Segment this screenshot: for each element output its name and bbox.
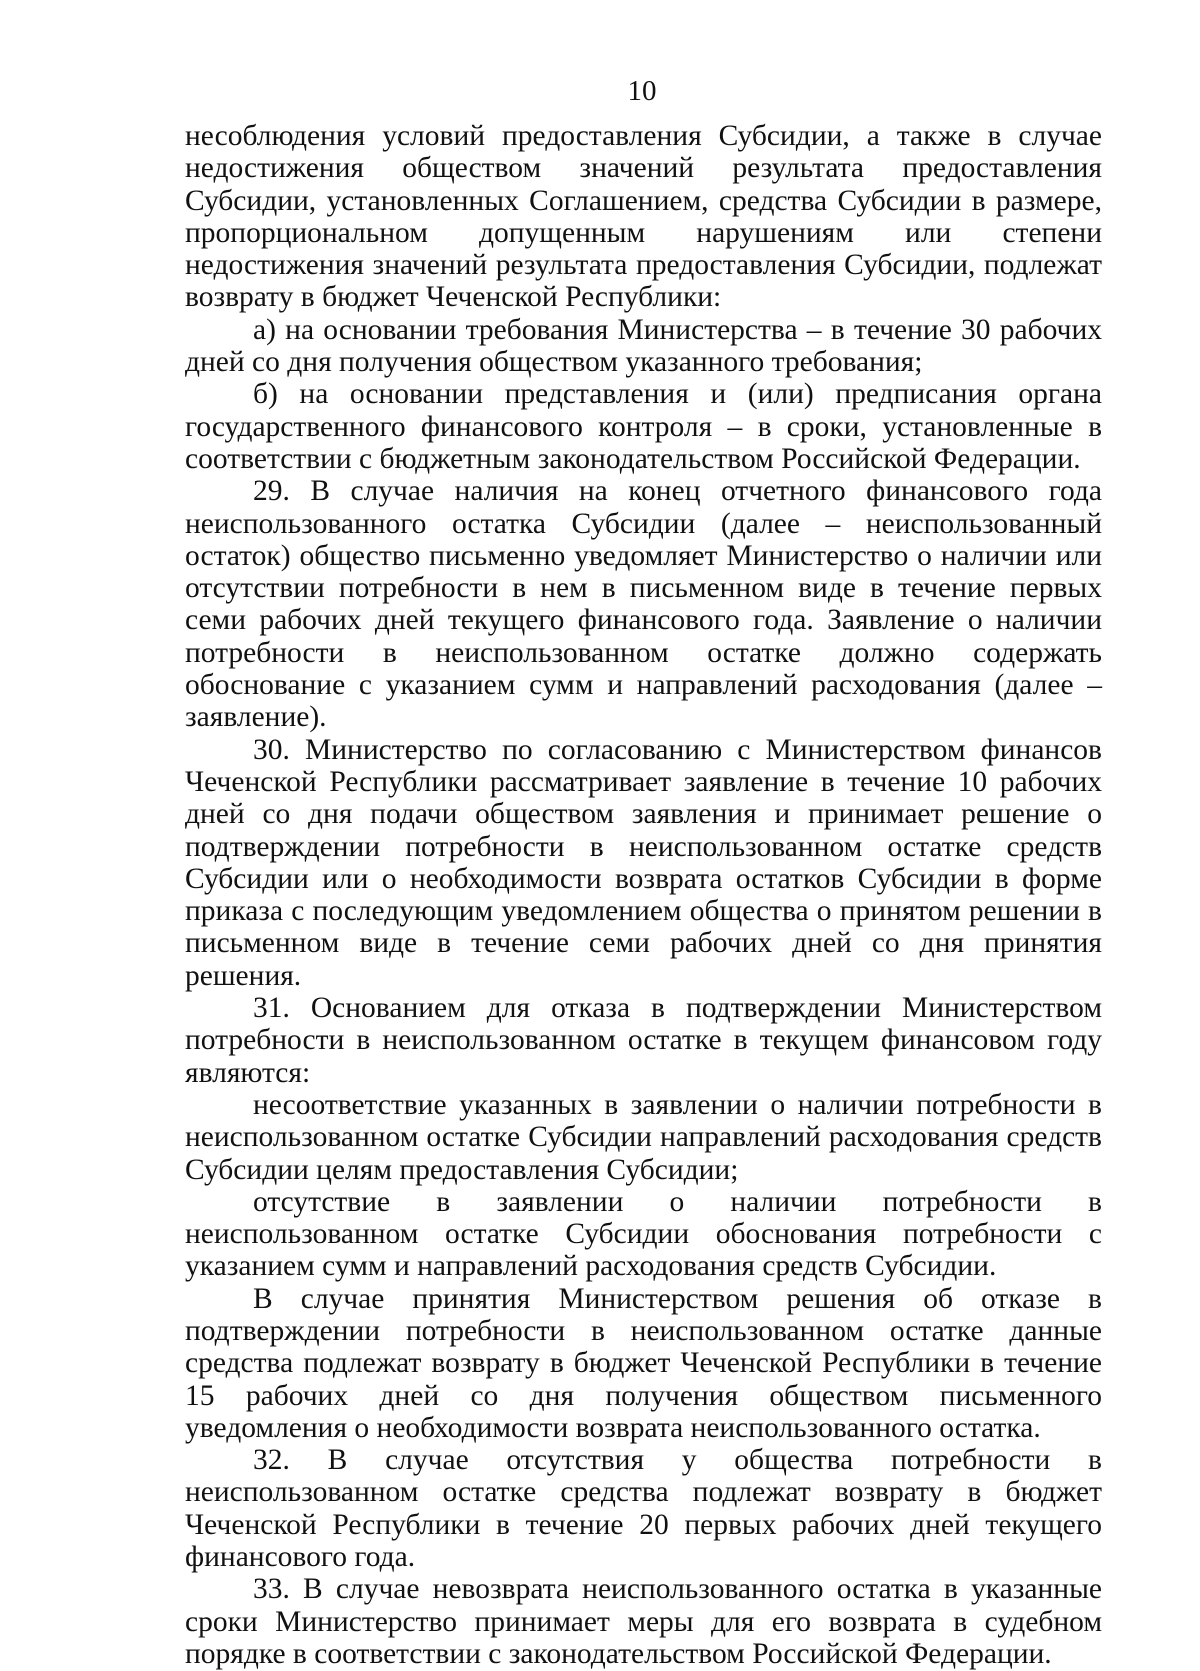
paragraph-clause-33: 33. В случае невозврата неиспользованного остатка в указанные сроки Министерство принимает меры для его возврата в судебном порядке в соответствии с законодательством Российской Федерации. <box>185 1573 1102 1670</box>
page-number: 10 <box>627 75 657 107</box>
paragraph-clause-31: 31. Основанием для отказа в подтверждении Министерством потребности в неиспользованном остатке в текущем финансовом году являются: <box>185 992 1102 1089</box>
paragraph-ground-2: отсутствие в заявлении о наличии потребности в неиспользованном остатке Субсидии обоснования потребности с указанием сумм и направлений расходования средств Субсидии. <box>185 1185 1102 1283</box>
paragraph-clause-30: 30. Министерство по согласованию с Министерством финансов Чеченской Республики рассматривает заявление в течение 10 рабочих дней со дня подачи обществом заявления и принимает решение о подтверждении потребности в неиспользованном остатке средств Субсидии или о необходимости возврата остатков Субсидии в форме приказа с последующим уведомлением общества о принятом решении в письменном виде в течение семи рабочих дней со дня принятия решения. <box>185 733 1102 992</box>
paragraph-item-a: а) на основании требования Министерства – в течение 30 рабочих дней со дня получения обществом указанного требования; <box>185 313 1102 379</box>
paragraph-clause-32: 32. В случае отсутствия у общества потребности в неиспользованном остатке средства подлежат возврату в бюджет Чеченской Республики в течение 20 первых рабочих дней текущего финансового года. <box>185 1444 1102 1574</box>
paragraph-clause-29: 29. В случае наличия на конец отчетного финансового года неиспользованного остатка Субсидии (далее – неиспользованный остаток) общество письменно уведомляет Министерство о наличии или отсутствии потребности в нем в письменном виде в течение первых семи рабочих дней текущего финансового года. Заявление о наличии потребности в неиспользованном остатке должно содержать обоснование с указанием сумм и направлений расходования (далее – заявление). <box>185 475 1102 734</box>
paragraph-item-b: б) на основании представления и (или) предписания органа государственного финансового контроля – в сроки, установленные в соответствии с бюджетным законодательством Российской Федерации. <box>185 378 1102 475</box>
document-body <box>185 120 1102 1670</box>
paragraph-refusal-case: В случае принятия Министерством решения об отказе в подтверждении потребности в неиспользованном остатке данные средства подлежат возврату в бюджет Чеченской Республики в течение 15 рабочих дней со дня получения обществом письменного уведомления о необходимости возврата неиспользованного остатка. <box>185 1282 1102 1444</box>
paragraph-continuation: несоблюдения условий предоставления Субсидии, а также в случае недостижения обществом значений результата предоставления Субсидии, установленных Соглашением, средства Субсидии в размере, пропорциональном допущенным нарушениям или степени недостижения значений результата предоставления Субсидии, подлежат возврату в бюджет Чеченской Республики: <box>185 120 1102 314</box>
paragraph-ground-1: несоответствие указанных в заявлении о наличии потребности в неиспользованном остатке Субсидии направлений расходования средств Субсидии целям предоставления Субсидии; <box>185 1088 1102 1186</box>
